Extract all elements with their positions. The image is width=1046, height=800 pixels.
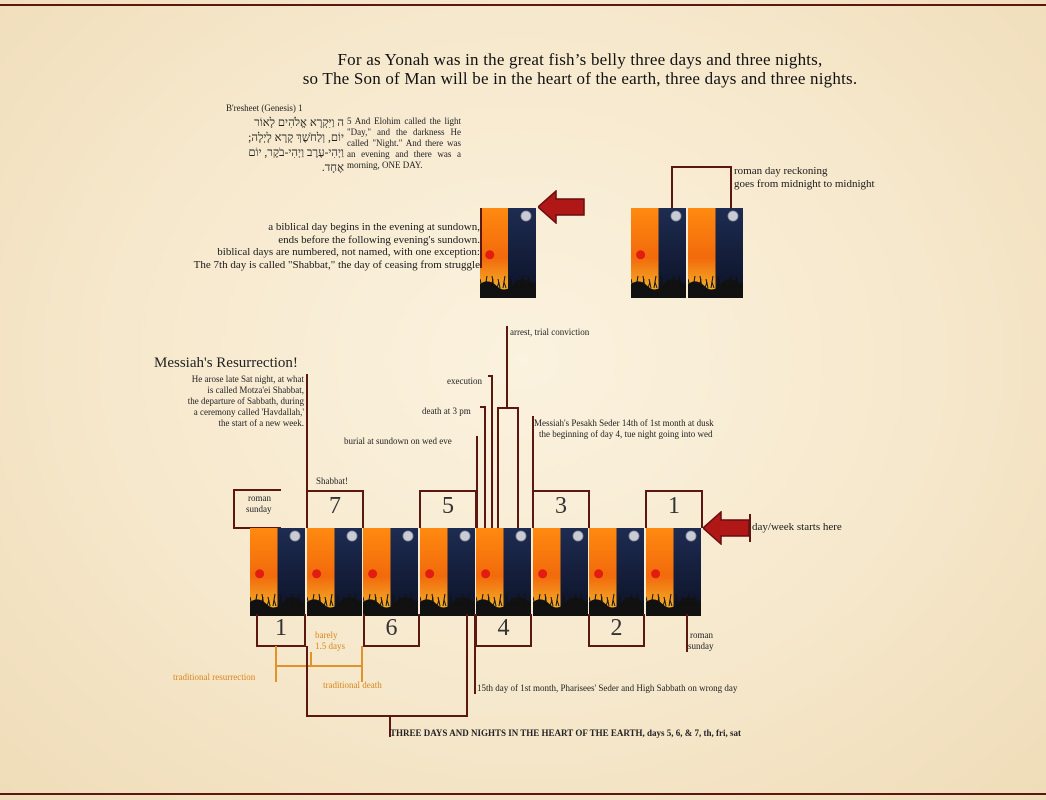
day-number-bottom-4: 4 bbox=[475, 614, 532, 647]
three-days-right bbox=[466, 614, 468, 717]
note-line: The 7th day is called "Shabbat," the day of ceasing from struggle bbox=[193, 258, 480, 271]
day-number-1: 1 bbox=[645, 490, 703, 528]
note-line: He arose late Sat night, at what bbox=[191, 374, 304, 384]
roman-bracket-top bbox=[671, 166, 732, 168]
hebrew-line: ה וַיִּקְרָא אֱלֹהִים לָאוֹר bbox=[254, 117, 344, 129]
traditional-death-label: traditional death bbox=[323, 680, 382, 690]
day-panel bbox=[363, 528, 418, 616]
fifteenth-label: 15th day of 1st month, Pharisees' Seder and High Sabbath on wrong day bbox=[477, 683, 738, 693]
execution-label: execution bbox=[447, 376, 482, 386]
seder-label-2: the beginning of day 4, tue night going into wed bbox=[539, 429, 713, 439]
note-line: a ceremony called 'Havdallah,' bbox=[193, 407, 304, 417]
resurrection-title: Messiah's Resurrection! bbox=[154, 355, 298, 371]
day-number-5: 5 bbox=[419, 490, 477, 528]
shabbat-label: Shabbat! bbox=[316, 476, 348, 486]
traditional-resurrection-label: traditional resurrection bbox=[173, 672, 256, 682]
day-panel bbox=[589, 528, 644, 616]
note-line: is called Motza'ei Shabbat, bbox=[207, 385, 304, 395]
seder-label-1: Messiah's Pesakh Seder 14th of 1st month at dusk bbox=[534, 418, 714, 428]
resurrection-notes bbox=[150, 374, 304, 429]
headline-line1: For as Yonah was in the great fish’s belly three days and three nights, bbox=[337, 50, 823, 69]
day-panel bbox=[476, 528, 531, 616]
bracket-line bbox=[480, 208, 482, 268]
biblical-day-panel bbox=[480, 208, 536, 298]
roman-reckoning-line2: goes from midnight to midnight bbox=[734, 178, 875, 190]
day-panel bbox=[631, 208, 686, 298]
day-panel bbox=[646, 528, 701, 616]
genesis-title: B'resheet (Genesis) 1 bbox=[226, 103, 303, 113]
day-panel bbox=[480, 208, 536, 298]
genesis-english: 5 And Elohim called the light "Day," and the darkness He called "Night." And there was an evening and there was a morning, ONE DAY. bbox=[347, 116, 461, 170]
week-strip bbox=[250, 528, 702, 616]
roman-sunday-left-1: roman bbox=[248, 493, 271, 503]
three-days-label: THREE DAYS AND NIGHTS IN THE HEART OF THE EARTH, days 5, 6, & 7, th, fri, sat bbox=[390, 728, 742, 738]
roman-sunday-left-2: sunday bbox=[246, 504, 272, 514]
biblical-day-notes bbox=[110, 221, 480, 271]
hebrew-line: וַיְהִי-עֶרֶב וַיְהִי-בֹקֶר, יוֹם bbox=[248, 147, 344, 159]
hebrew-line: אֶחָד. bbox=[321, 162, 344, 174]
three-days-left bbox=[306, 646, 308, 717]
week-start-line bbox=[749, 514, 751, 542]
burial-label: burial at sundown on wed eve bbox=[344, 436, 452, 446]
genesis-hebrew bbox=[226, 116, 344, 176]
note-line: the departure of Sabbath, during bbox=[187, 396, 304, 406]
three-days-base bbox=[306, 715, 468, 717]
day-panel bbox=[250, 528, 305, 616]
arrest-label: arrest, trial conviction bbox=[510, 327, 590, 337]
top-border bbox=[0, 4, 1046, 6]
orange-mid-tick bbox=[310, 652, 312, 666]
fifteenth-line bbox=[474, 614, 476, 694]
barely-label-2: 1.5 days bbox=[315, 641, 345, 651]
roman-sunday-right-1: roman bbox=[690, 630, 713, 640]
arrest-line bbox=[506, 326, 508, 408]
day-number-7: 7 bbox=[306, 490, 364, 528]
roman-bracket-right bbox=[730, 166, 732, 210]
orange-bracket-left bbox=[275, 646, 277, 666]
arrow-left-icon bbox=[538, 190, 586, 224]
bottom-border bbox=[0, 793, 1046, 795]
death-label: death at 3 pm bbox=[422, 406, 471, 416]
headline-line2: so The Son of Man will be in the heart of the earth, three days and three nights. bbox=[302, 69, 858, 88]
note-line: ends before the following evening's sundown. bbox=[278, 233, 480, 246]
day-number-3: 3 bbox=[532, 490, 590, 528]
death-line bbox=[484, 406, 486, 528]
roman-sunday-right-2: sunday bbox=[688, 641, 714, 651]
barely-label-1: barely bbox=[315, 630, 338, 640]
week-starts-label: day/week starts here bbox=[752, 521, 842, 533]
execution-line bbox=[491, 375, 493, 528]
arrow-left-icon bbox=[703, 511, 751, 545]
orange-bracket-base bbox=[275, 665, 363, 667]
roman-bracket-left bbox=[671, 166, 673, 210]
note-line: the start of a new week. bbox=[218, 418, 304, 428]
roman-day-panel bbox=[631, 208, 743, 298]
day-panel bbox=[688, 208, 743, 298]
day-panel bbox=[307, 528, 362, 616]
day-panel bbox=[420, 528, 475, 616]
hebrew-line: יוֹם, וְלַחֹשֶׁךְ קָרָא לָיְלָה; bbox=[248, 132, 344, 144]
day-number-bottom-6: 6 bbox=[363, 614, 420, 647]
roman-reckoning-line1: roman day reckoning bbox=[734, 165, 828, 177]
day-panel bbox=[533, 528, 588, 616]
arrest-bracket bbox=[497, 407, 519, 529]
day-number-bottom-2: 2 bbox=[588, 614, 645, 647]
day-number-bottom-1: 1 bbox=[256, 614, 306, 647]
orange-bracket-right bbox=[361, 646, 363, 666]
note-line: a biblical day begins in the evening at sundown, bbox=[268, 221, 480, 233]
note-line: biblical days are numbered, not named, with one exception: bbox=[217, 246, 480, 258]
trad-res-tick bbox=[275, 666, 277, 682]
